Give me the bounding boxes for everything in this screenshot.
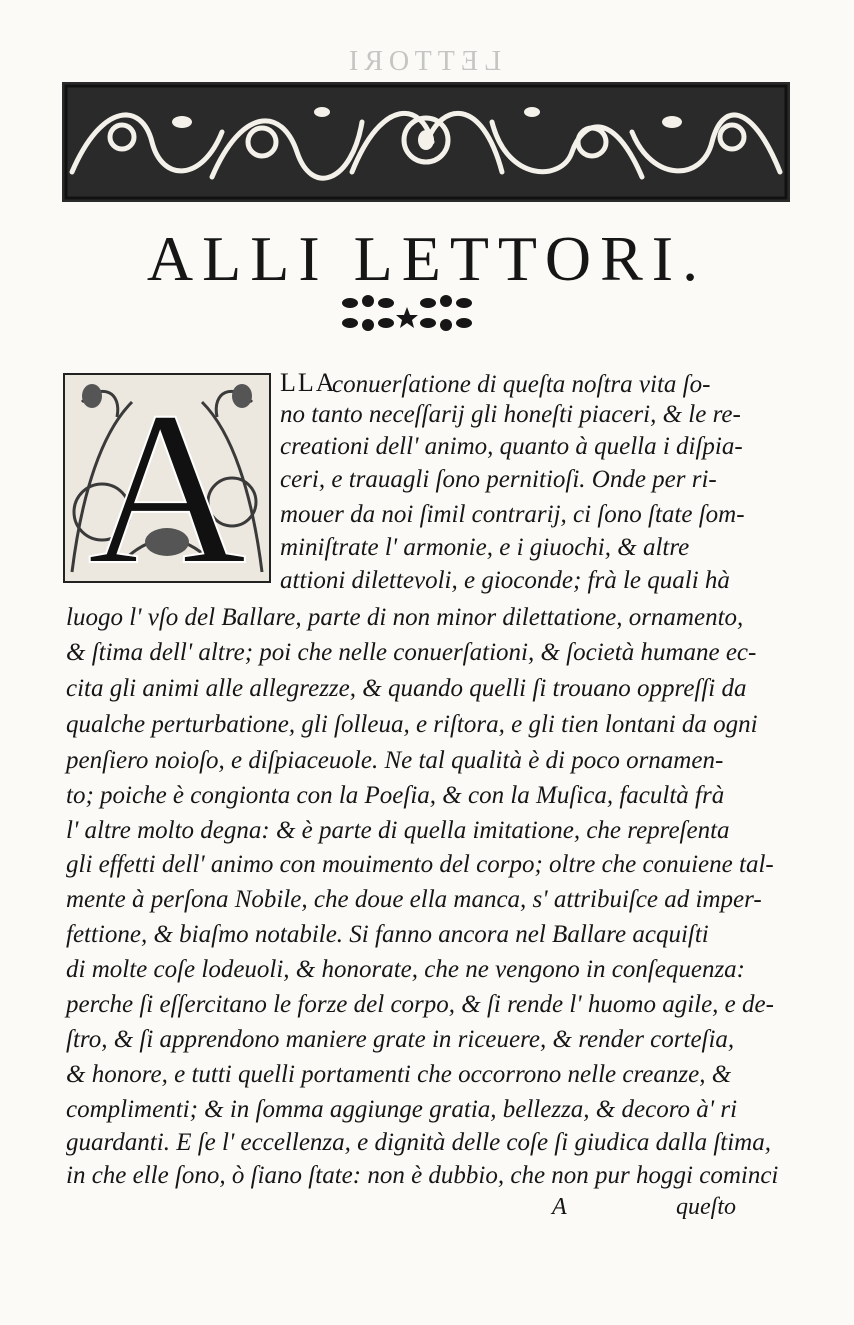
text-line: no tanto neceſſarij gli honeſti piaceri, & le re- — [280, 401, 741, 428]
text-line: gli effetti dell' animo con mouimento del corpo; oltre che conuiene tal- — [66, 851, 774, 878]
text-line: & honore, e tutti quelli portamenti che occorrono nelle creanze, & — [66, 1061, 732, 1088]
text-line: luogo l' vſo del Ballare, parte di non minor dilettatione, ornamento, — [66, 604, 744, 631]
page-title: ALLI LETTORI. — [146, 223, 708, 294]
text-line: cita gli animi alle allegrezze, & quando quelli ſi trouano oppreſſi da — [66, 675, 747, 702]
text-line: complimenti; & in ſomma aggiunge gratia, bellezza, & decoro à' ri — [66, 1096, 738, 1123]
text-line: creationi dell' animo, quanto à quella i diſpia- — [280, 433, 743, 460]
text-line: conuerſatione di queſta noſtra vita ſo- — [332, 371, 711, 398]
text-line: di molte coſe lodeuoli, & honorate, che ne vengono in conſequenza: — [66, 956, 745, 983]
signature-mark: A — [552, 1194, 567, 1220]
initial-ornament-frame — [62, 372, 272, 584]
show-through-text: LETTORI — [342, 46, 502, 77]
catchword: queſto — [676, 1194, 736, 1220]
text-line: attioni dilettevoli, e gioconde; frà le quali hà — [280, 567, 730, 594]
fleuron-ornament — [338, 293, 476, 333]
text-line: mouer da noi ſimil contrarij, ci ſono ſtate ſom- — [280, 501, 745, 528]
text-line: in che elle ſono, ò ſiano ſtate: non è dubbio, che non pur hoggi cominci — [66, 1162, 779, 1189]
text-line: qualche perturbatione, gli ſolleua, e riſtora, e gli tien lontani da ogni — [66, 711, 758, 738]
decorated-initial — [62, 372, 272, 584]
text-line: penſiero noioſo, e diſpiaceuole. Ne tal qualità è di poco ornamen- — [66, 747, 724, 774]
text-line: fettione, & biaſmo notabile. Si fanno ancora nel Ballare acquiſti — [66, 921, 709, 948]
text-line: l' altre molto degna: & è parte di quella imitatione, che repreſenta — [66, 817, 730, 844]
text-line: perche ſi eſſercitano le forze del corpo, & ſi rende l' huomo agile, e de- — [66, 991, 774, 1018]
text-line: miniſtrate l' armonie, e i giuochi, & altre — [280, 534, 690, 561]
text-line: guardanti. E ſe l' eccellenza, e dignità delle coſe ſi giudica dalla ſtima, — [66, 1129, 771, 1156]
ornamental-headpiece — [62, 82, 790, 202]
text-line: & ſtima dell' altre; poi che nelle conuerſationi, & ſocietà humane ec- — [66, 639, 757, 666]
opening-word: LLA — [280, 368, 337, 397]
text-line: mente à perſona Nobile, che doue ella manca, s' attribuiſce ad imper- — [66, 886, 762, 913]
text-line: to; poiche è congionta con la Poeſia, & con la Muſica, facultà frà — [66, 782, 725, 809]
text-line: ceri, e trauagli ſono pernitioſi. Onde per ri- — [280, 466, 717, 493]
text-line: ſtro, & ſi apprendono maniere grate in riceuere, & render corteſia, — [66, 1026, 735, 1053]
initial-letter: A — [87, 372, 247, 584]
